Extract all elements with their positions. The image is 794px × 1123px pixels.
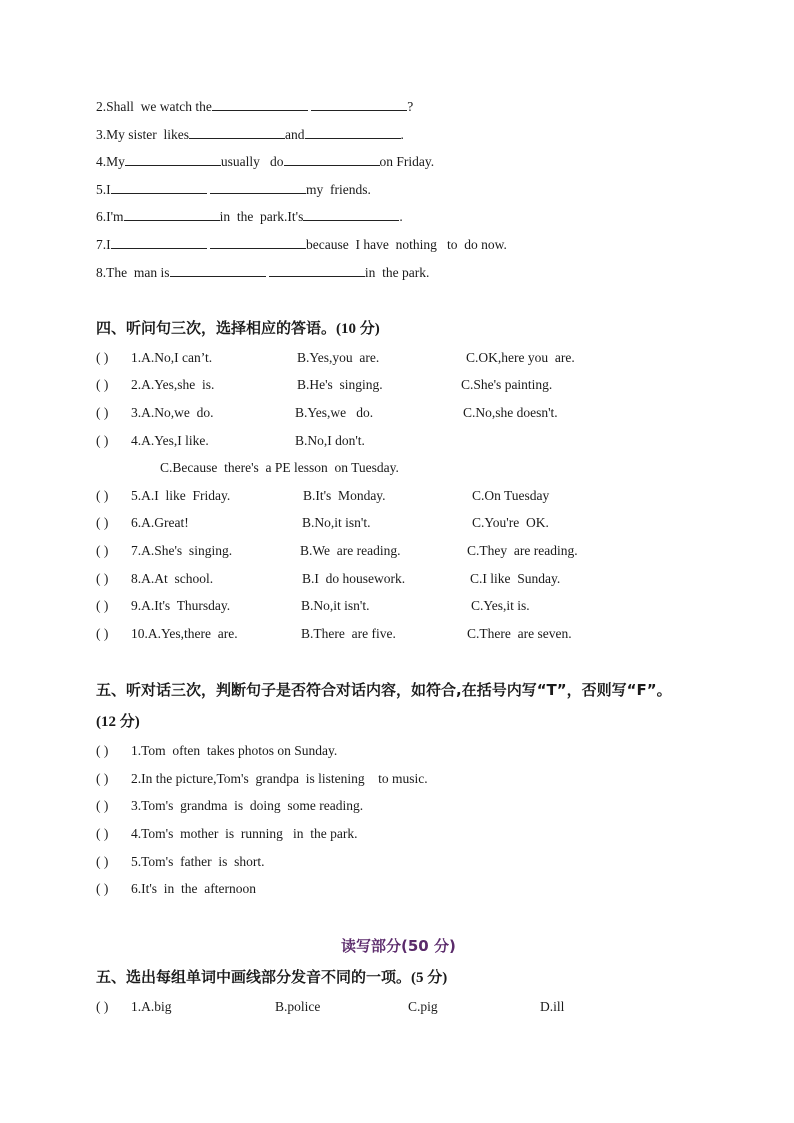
statement-text: 4.Tom's mother is running in the park. <box>131 826 358 841</box>
option-b: B.No,I don't. <box>295 433 365 448</box>
option-b: B.police <box>275 999 321 1014</box>
option-b: B.Yes,you are. <box>297 350 380 365</box>
line-text: . <box>399 209 403 224</box>
answer-paren[interactable]: ( ) <box>96 999 109 1014</box>
answer-paren[interactable]: ( ) <box>96 377 109 392</box>
answer-blank[interactable] <box>170 263 266 277</box>
section-5-points <box>96 711 140 732</box>
option-a: 4.A.Yes,I like. <box>131 433 209 448</box>
option-b: B.We are reading. <box>300 543 401 558</box>
option-a: 5.A.I like Friday. <box>131 488 231 503</box>
line-text: 8.The man is <box>96 265 170 280</box>
line-text: my friends. <box>306 182 371 197</box>
section-5-heading <box>96 680 672 700</box>
answer-blank[interactable] <box>210 180 306 194</box>
fill-in-line <box>96 97 413 116</box>
statement-text: 1.Tom often takes photos on Sunday. <box>131 743 338 758</box>
option-c: C.On Tuesday <box>472 488 550 503</box>
fill-in-line <box>96 207 403 226</box>
option-a: 9.A.It's Thursday. <box>131 598 231 613</box>
answer-paren[interactable]: ( ) <box>96 881 109 896</box>
answer-paren[interactable]: ( ) <box>96 433 109 448</box>
line-text: 7.I <box>96 237 111 252</box>
statement-text: 2.In the picture,Tom's grandpa is listening to music. <box>131 771 428 786</box>
line-text: because I have nothing to do now. <box>306 237 507 252</box>
answer-paren[interactable]: ( ) <box>96 798 109 813</box>
fill-in-line <box>96 125 404 144</box>
section-4-title: 四、听问句三次，选择相应的答语。 <box>96 319 337 337</box>
answer-paren[interactable]: ( ) <box>96 771 109 786</box>
option-c: C.She's painting. <box>461 377 553 392</box>
answer-paren[interactable]: ( ) <box>96 571 109 586</box>
statement-text: 5.Tom's father is short. <box>131 854 265 869</box>
option-b: B.Yes,we do. <box>295 405 374 420</box>
line-text: ? <box>407 99 414 114</box>
line-text: 3.My sister likes <box>96 127 189 142</box>
answer-paren[interactable]: ( ) <box>96 405 109 420</box>
option-d: D.ill <box>540 999 565 1014</box>
line-text: and <box>285 127 305 142</box>
option-c: C.There are seven. <box>467 626 572 641</box>
option-b: B.He's singing. <box>297 377 383 392</box>
option-c: C.I like Sunday. <box>470 571 561 586</box>
option-b: B.There are five. <box>301 626 396 641</box>
answer-blank[interactable] <box>305 125 401 139</box>
answer-blank[interactable] <box>284 152 380 166</box>
option-b: B.It's Monday. <box>303 488 386 503</box>
option-c: C.You're OK. <box>472 515 549 530</box>
option-a: 10.A.Yes,there are. <box>131 626 238 641</box>
option-c: C.Yes,it is. <box>471 598 530 613</box>
answer-blank[interactable] <box>189 125 285 139</box>
answer-paren[interactable]: ( ) <box>96 350 109 365</box>
option-a: 3.A.No,we do. <box>131 405 214 420</box>
option-a: 6.A.Great! <box>131 515 189 530</box>
answer-blank[interactable] <box>124 207 220 221</box>
answer-paren[interactable]: ( ) <box>96 543 109 558</box>
answer-paren[interactable]: ( ) <box>96 598 109 613</box>
line-text: in the park. <box>364 265 430 280</box>
fill-in-line <box>96 263 429 282</box>
answer-paren[interactable]: ( ) <box>96 854 109 869</box>
section-5-points-text: (12 分) <box>96 714 140 730</box>
item-4-option-c: C.Because there's a PE lesson on Tuesday. <box>160 460 399 475</box>
option-c: C.They are reading. <box>467 543 578 558</box>
answer-blank[interactable] <box>303 207 399 221</box>
option-c: C.No,she doesn't. <box>463 405 558 420</box>
line-text: 2.Shall we watch the <box>96 99 212 114</box>
option-c: C.pig <box>408 999 438 1014</box>
section-5b-points: (5 分) <box>411 970 448 986</box>
option-a: 2.A.Yes,she is. <box>131 377 215 392</box>
answer-blank[interactable] <box>210 235 306 249</box>
option-b: B.No,it isn't. <box>301 598 370 613</box>
section-4-heading <box>96 318 380 339</box>
section-5b-title: 五、选出每组单词中画线部分发音不同的一项。 <box>96 968 412 986</box>
section-5b-heading <box>96 967 447 988</box>
line-text: 5.I <box>96 182 111 197</box>
statement-text: 3.Tom's grandma is doing some reading. <box>131 798 364 813</box>
option-b: B.No,it isn't. <box>302 515 371 530</box>
option-a: 1.A.No,I can’t. <box>131 350 213 365</box>
statement-text: 6.It's in the afternoon <box>131 881 257 896</box>
fill-in-line <box>96 235 507 254</box>
answer-blank[interactable] <box>111 235 207 249</box>
answer-paren[interactable]: ( ) <box>96 743 109 758</box>
answer-blank[interactable] <box>311 97 407 111</box>
line-text: on Friday. <box>379 154 435 169</box>
answer-paren[interactable]: ( ) <box>96 826 109 841</box>
fill-in-line <box>96 180 371 199</box>
answer-blank[interactable] <box>111 180 207 194</box>
option-a: 7.A.She's singing. <box>131 543 233 558</box>
answer-paren[interactable]: ( ) <box>96 515 109 530</box>
line-text: usually do <box>220 154 284 169</box>
option-c: C.OK,here you are. <box>466 350 575 365</box>
answer-paren[interactable]: ( ) <box>96 626 109 641</box>
answer-paren[interactable]: ( ) <box>96 488 109 503</box>
fill-in-line <box>96 152 434 171</box>
section-5-title: 五、听对话三次，判断句子是否符合对话内容，如符合,在括号内写“T”，否则写“F”。 <box>96 681 672 699</box>
option-a: 8.A.At school. <box>131 571 214 586</box>
line-text: . <box>400 127 404 142</box>
line-text: in the park.It's <box>219 209 304 224</box>
option-b: B.I do housework. <box>302 571 406 586</box>
line-text: 6.I'm <box>96 209 124 224</box>
reading-writing-title: 读写部分(50 分) <box>341 937 456 955</box>
line-text: 4.My <box>96 154 125 169</box>
section-4-points: (10 分) <box>336 321 380 337</box>
answer-blank[interactable] <box>212 97 308 111</box>
option-a: 1.A.big <box>131 999 172 1014</box>
answer-blank[interactable] <box>269 263 365 277</box>
answer-blank[interactable] <box>125 152 221 166</box>
